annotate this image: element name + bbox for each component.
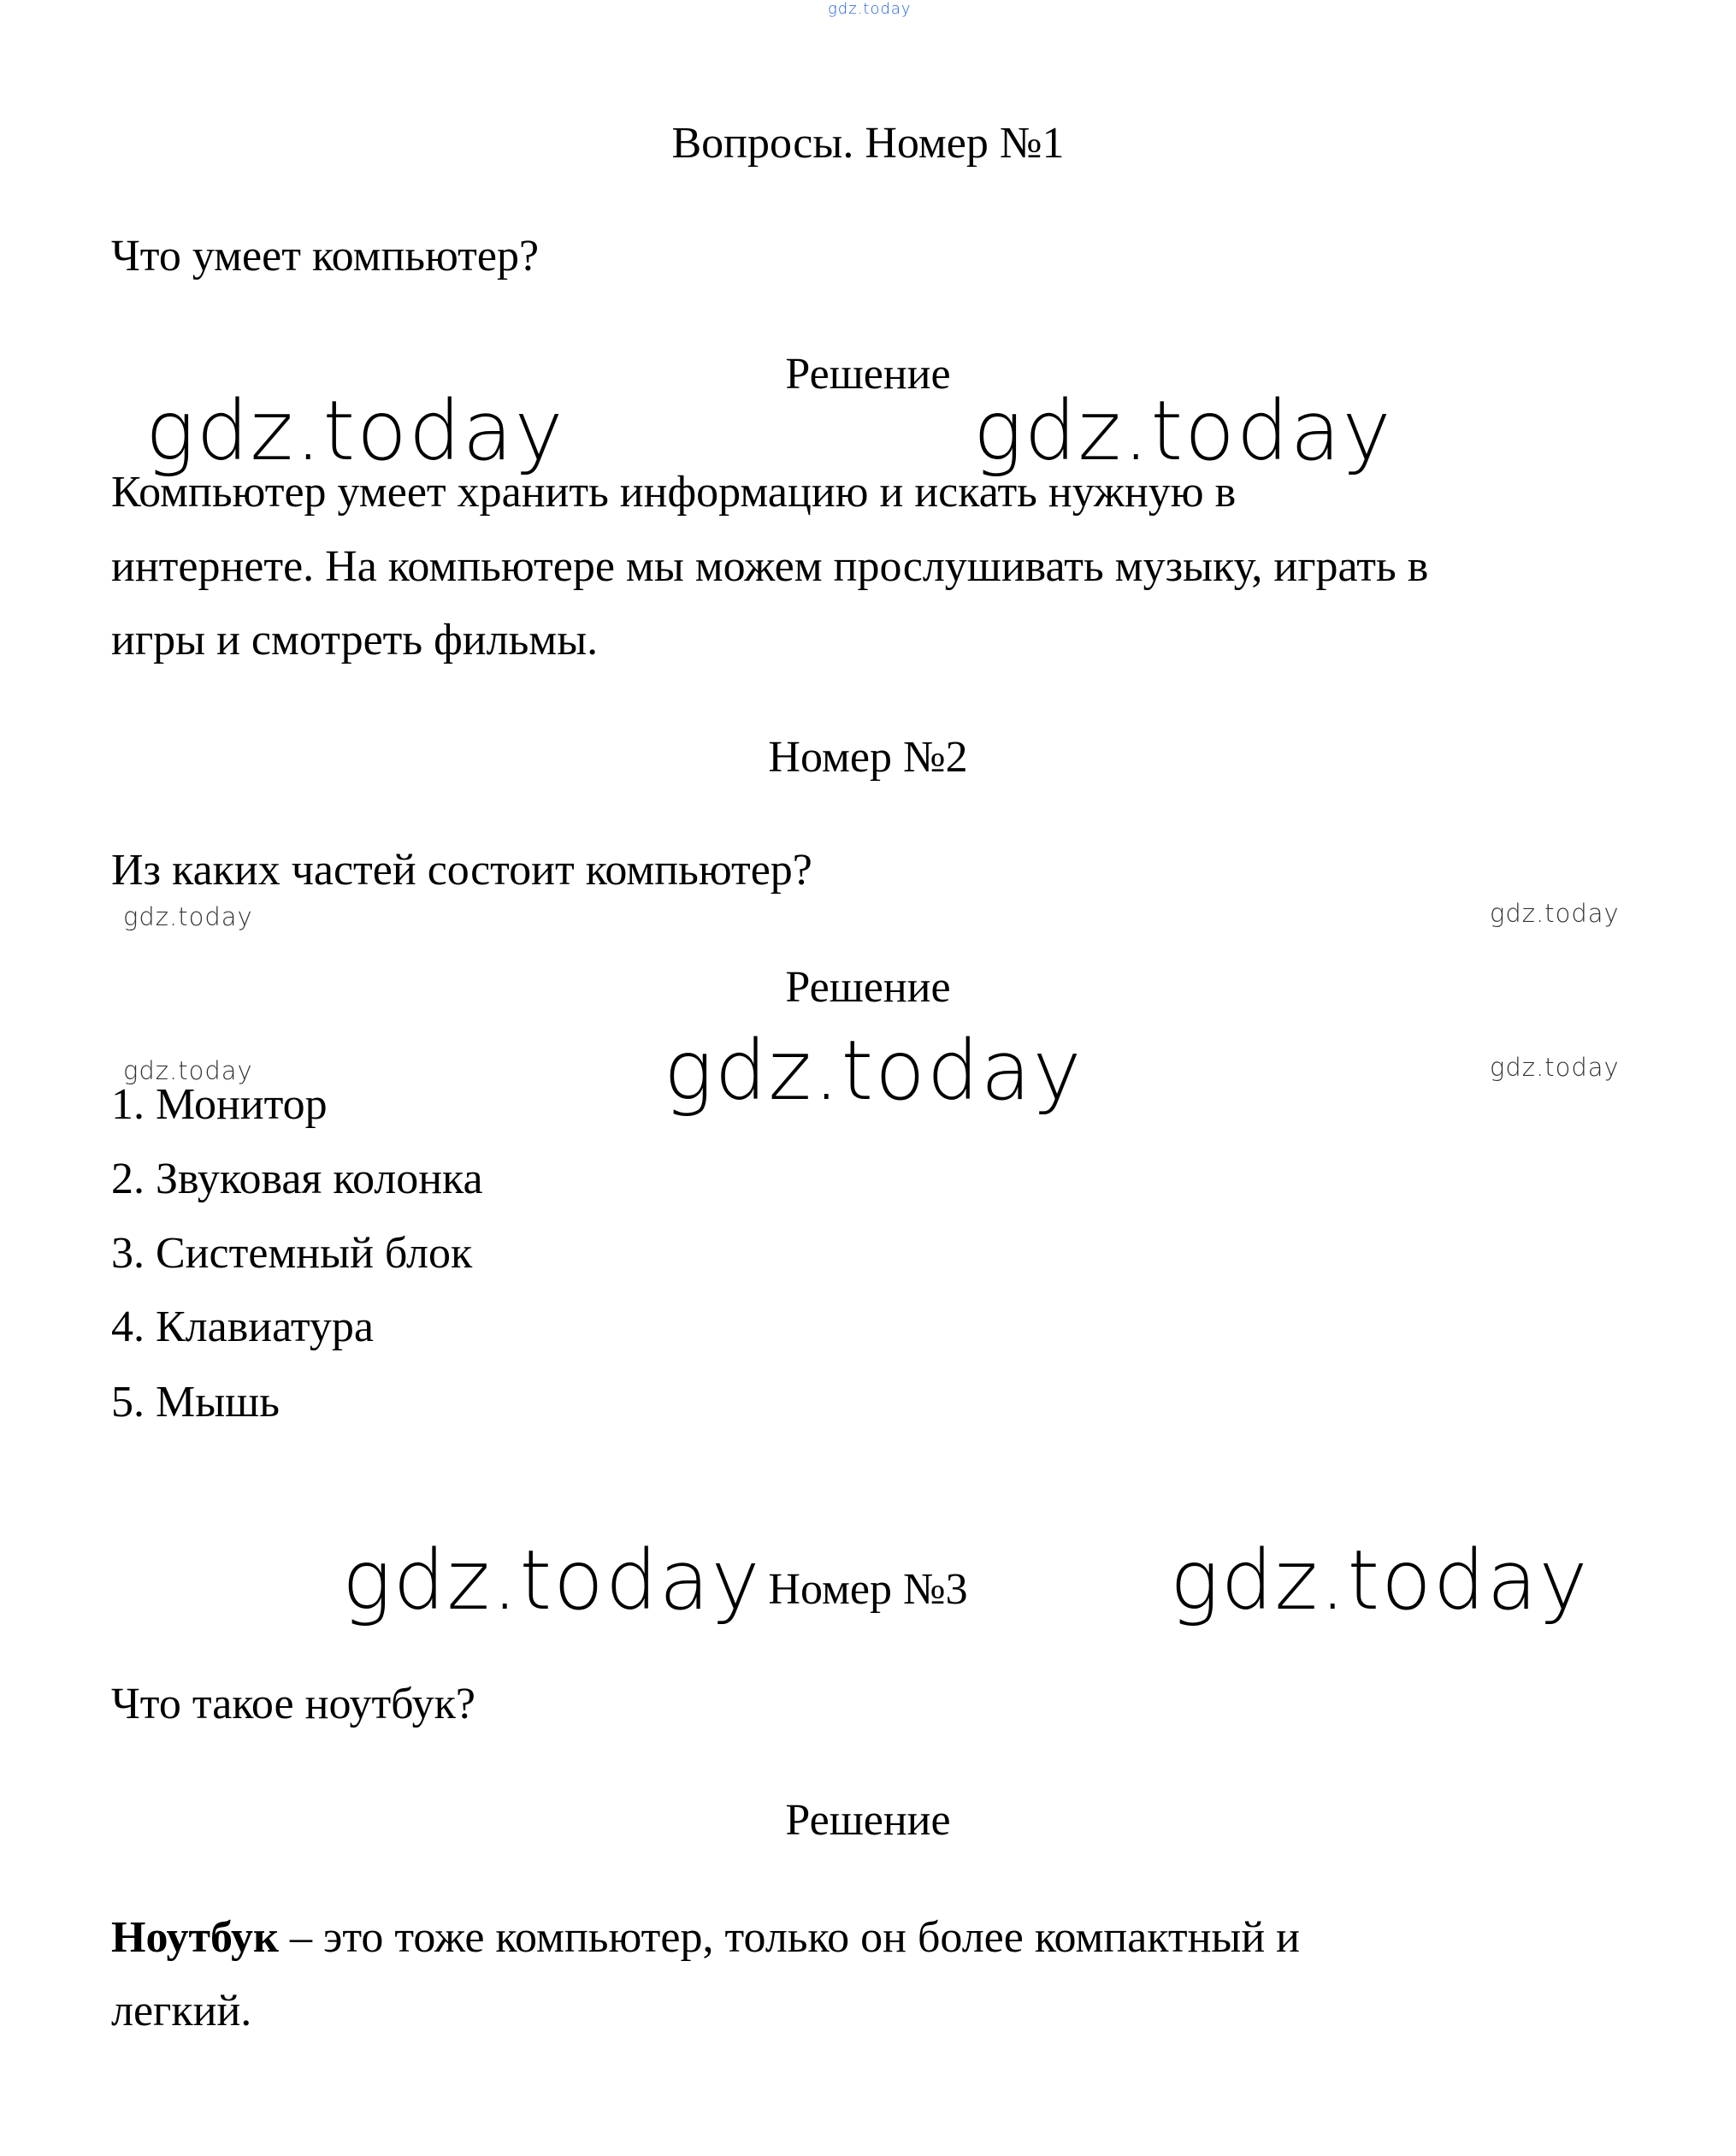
watermark-large-4: gdz.today bbox=[342, 1533, 762, 1628]
section1-answer-line-2: интернете. На компьютере мы можем прослушивать музыку, играть в bbox=[111, 542, 1429, 591]
section3-solution-label: Решение bbox=[785, 1796, 951, 1845]
list-item: 3. Системный блок bbox=[111, 1229, 473, 1278]
list-item: 2. Звуковая колонка bbox=[111, 1155, 483, 1203]
list-item: 4. Клавиатура bbox=[111, 1302, 374, 1351]
section3-question: Что такое ноутбук? bbox=[111, 1680, 476, 1728]
watermark-small-2: gdz.today bbox=[1490, 899, 1620, 928]
list-item: 1. Монитор bbox=[111, 1080, 328, 1129]
watermark-large-3: gdz.today bbox=[664, 1023, 1084, 1119]
watermark-large-2: gdz.today bbox=[973, 383, 1393, 479]
watermark-small-1: gdz.today bbox=[123, 902, 253, 931]
section1-answer-line-1: Компьютер умеет хранить информацию и искать нужную в bbox=[111, 468, 1237, 517]
section3-answer-line-2: легкий. bbox=[111, 1987, 252, 2035]
list-item: 5. Мышь bbox=[111, 1378, 280, 1427]
section1-answer-line-3: игры и смотреть фильмы. bbox=[111, 616, 599, 665]
section3-heading: Номер №3 bbox=[768, 1565, 968, 1614]
section2-heading: Номер №2 bbox=[768, 733, 968, 782]
watermark-small-3: gdz.today bbox=[123, 1056, 253, 1085]
section3-answer-line-1 bbox=[111, 1913, 1300, 1962]
watermark-large-1: gdz.today bbox=[145, 383, 565, 479]
section1-solution-label: Решение bbox=[785, 350, 951, 399]
watermark-top: gdz.today bbox=[828, 0, 912, 18]
section1-question: Что умеет компьютер? bbox=[111, 232, 540, 281]
section2-question: Из каких частей состоит компьютер? bbox=[111, 846, 812, 895]
answer-term: Ноутбук bbox=[111, 1913, 279, 1962]
section1-heading: Вопросы. Номер №1 bbox=[671, 119, 1065, 168]
watermark-large-5: gdz.today bbox=[1170, 1533, 1590, 1628]
answer-text: – это тоже компьютер, только он более компактный и bbox=[279, 1913, 1300, 1962]
watermark-small-4: gdz.today bbox=[1490, 1053, 1620, 1082]
section2-solution-label: Решение bbox=[785, 963, 951, 1012]
